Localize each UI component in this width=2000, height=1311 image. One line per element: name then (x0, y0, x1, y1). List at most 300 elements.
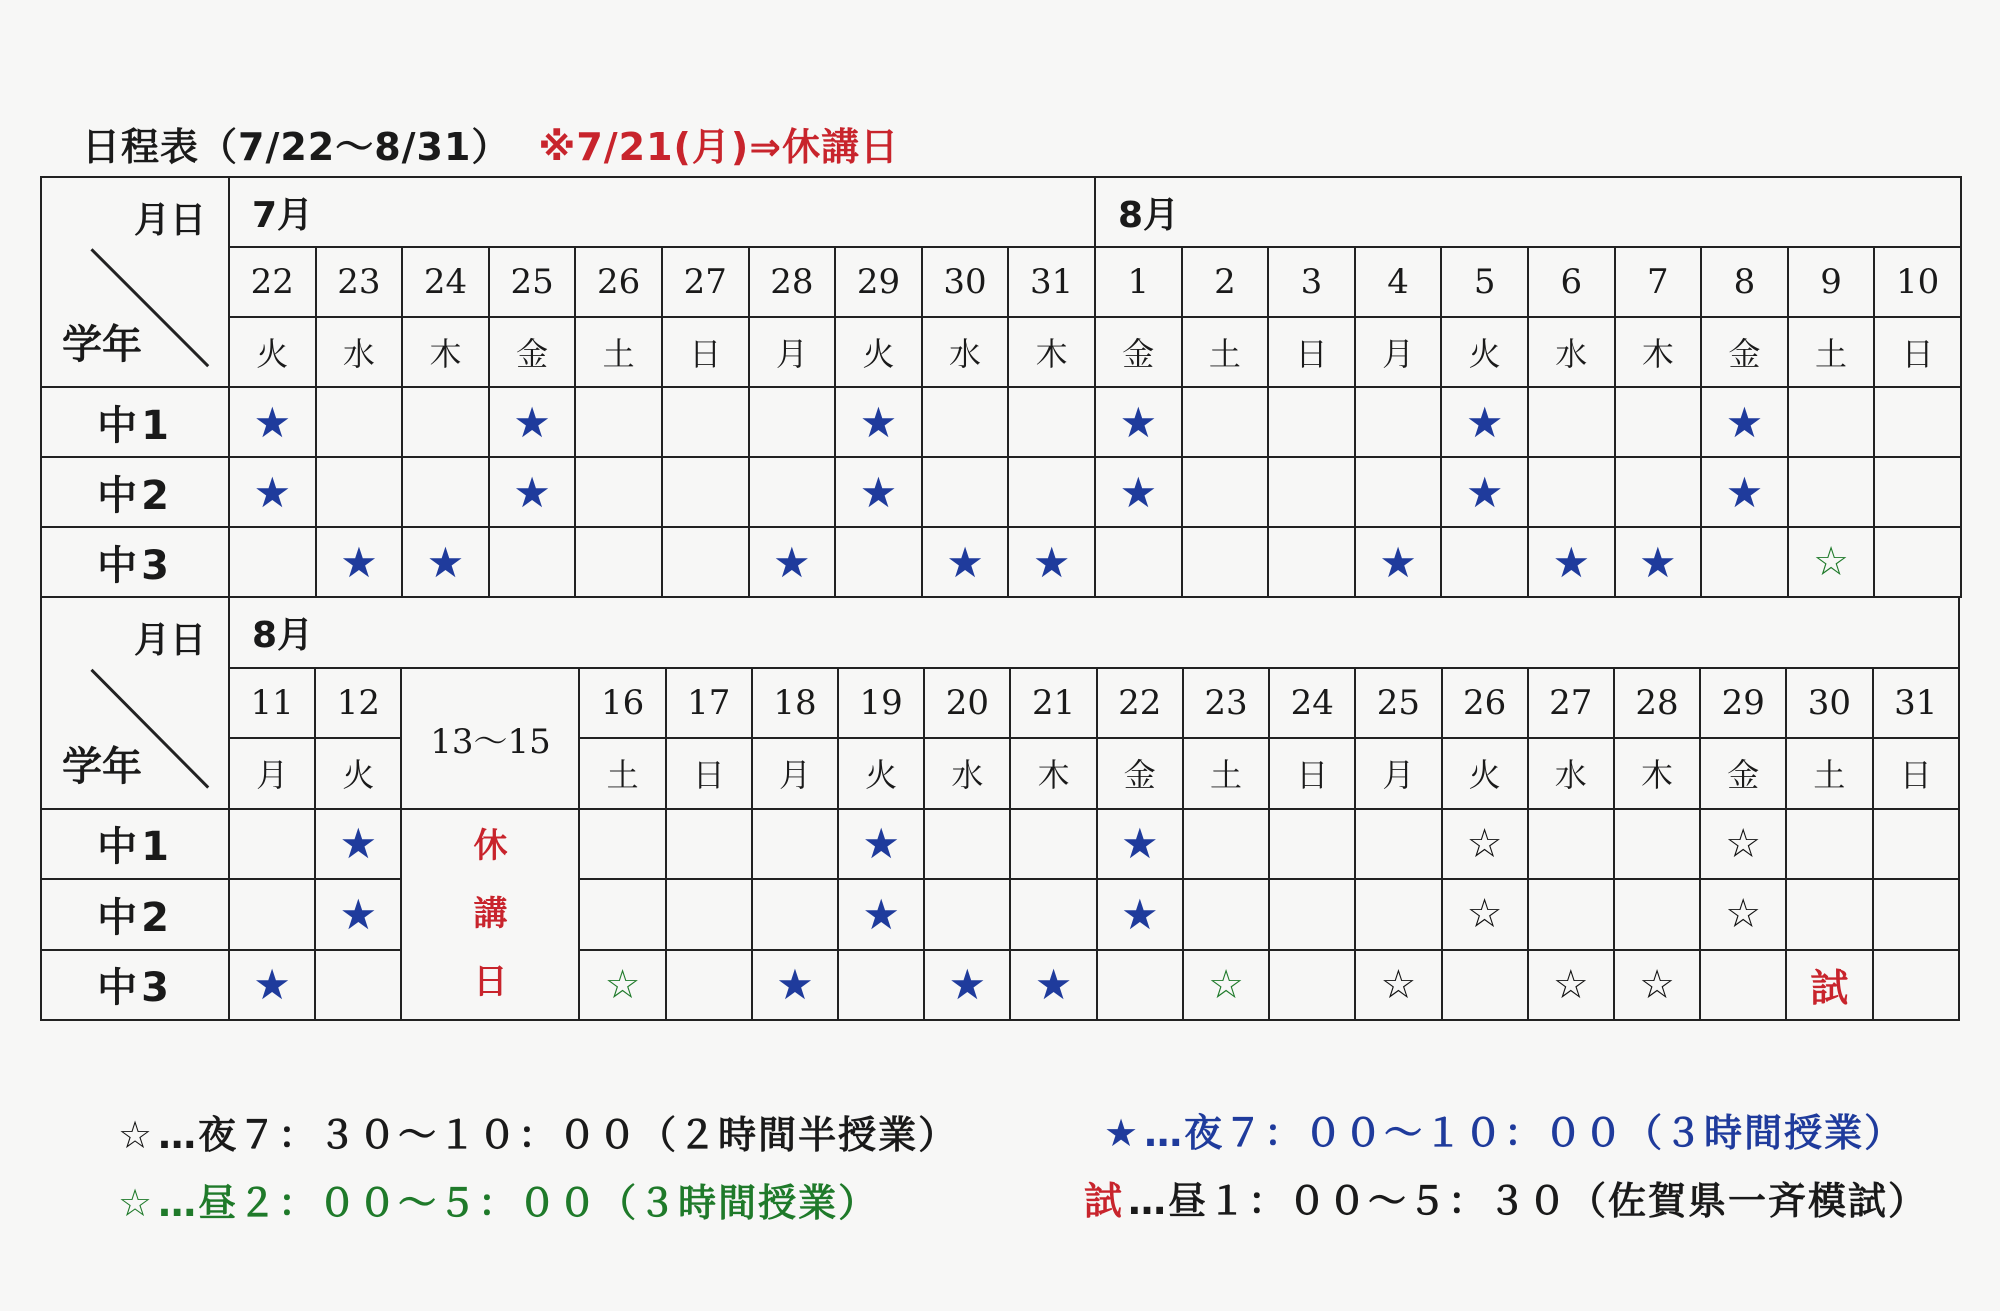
day-number: 30 (1807, 682, 1852, 723)
day-number: 22 (250, 262, 294, 302)
schedule-cell (1268, 457, 1355, 527)
green-star-icon: ☆ (604, 961, 641, 1008)
schedule-cell (1786, 950, 1872, 1021)
weekday-label: 土 (1208, 335, 1241, 373)
day-number: 27 (683, 262, 727, 302)
day-cell (489, 247, 576, 317)
schedule-cell (1008, 527, 1095, 597)
weekday-cell (1874, 317, 1961, 387)
schedule-cell (229, 387, 316, 457)
day-number: 25 (1376, 682, 1421, 723)
schedule-cell (1355, 457, 1442, 527)
schedule-cell (1442, 809, 1528, 880)
schedule-cell (1788, 387, 1875, 457)
day-number: 28 (1635, 682, 1679, 723)
month-row (41, 597, 1959, 668)
schedule-cell (575, 527, 662, 597)
weekday-label: 月 (778, 756, 811, 795)
schedule-cell (1615, 457, 1702, 527)
grade-cell (41, 387, 229, 457)
blue-star-icon: ★ (1465, 467, 1504, 517)
schedule-cell (1182, 457, 1269, 527)
schedule-cell (749, 527, 836, 597)
black-star-icon: ☆ (1725, 820, 1762, 867)
weekday-cell (229, 317, 316, 387)
legend-black-star-symbol: ☆ (118, 1113, 155, 1157)
schedule-cell (838, 879, 924, 950)
grade-name: 中1 (97, 402, 173, 449)
weekday-label: 日 (1295, 335, 1328, 373)
weekday-label: 月 (775, 335, 808, 373)
legend-green-star (118, 1172, 878, 1227)
day-cell (1701, 247, 1788, 317)
blue-star-icon: ★ (253, 960, 291, 1010)
day-cell (1788, 247, 1875, 317)
schedule-cell (229, 809, 315, 880)
weekday-label: 日 (692, 756, 725, 795)
day-number: 20 (945, 682, 990, 723)
day-number: 23 (337, 262, 381, 302)
schedule-cell (666, 879, 752, 950)
schedule-cell (662, 457, 749, 527)
schedule-cell (662, 527, 749, 597)
schedule-cell (1788, 527, 1875, 597)
schedule-cell (579, 809, 665, 880)
blue-star-icon: ★ (253, 397, 292, 447)
weekday-cell (1008, 317, 1095, 387)
day-number: 1 (1127, 262, 1150, 302)
schedule-cell (1441, 387, 1528, 457)
day-cell (1614, 668, 1700, 739)
day-cell (1183, 668, 1269, 739)
weekday-label: 日 (689, 335, 722, 373)
month-header (229, 177, 1095, 247)
grade-cell (41, 457, 229, 527)
schedule-cell (1528, 809, 1614, 880)
schedule-cell (1528, 457, 1615, 527)
schedule-cell (316, 457, 403, 527)
day-number: 11 (250, 682, 294, 723)
weekday-cell (1442, 738, 1528, 809)
trial-mark: 試 (1810, 966, 1849, 1011)
weekday-cell (1269, 738, 1355, 809)
grade-name: 中3 (97, 965, 173, 1012)
weekday-cell (1701, 317, 1788, 387)
month-label: 8月 (252, 614, 314, 656)
weekday-label: 水 (1555, 335, 1588, 373)
weekday-cell (838, 738, 924, 809)
weekday-label: 月 (1382, 756, 1415, 795)
day-cell (752, 668, 838, 739)
schedule-cell (922, 457, 1009, 527)
schedule-cell (838, 809, 924, 880)
blue-star-icon: ★ (1032, 537, 1071, 587)
legend-blue-star-text: …夜７：００〜１０：００（３時間授業） (1144, 1111, 1905, 1155)
month-row (41, 177, 1961, 247)
weekday-cell (924, 738, 1010, 809)
weekday-label: 水 (949, 335, 982, 373)
day-cell (315, 668, 401, 739)
day-cell (1355, 668, 1441, 739)
grade-label: 学年 (62, 322, 142, 368)
schedule-cell (1615, 527, 1702, 597)
weekday-cell (1528, 317, 1615, 387)
weekday-label: 金 (1122, 335, 1155, 373)
schedule-cell (1008, 387, 1095, 457)
schedule-cell (666, 950, 752, 1021)
day-number: 28 (770, 262, 814, 302)
day-number: 26 (1462, 682, 1507, 723)
schedule-cell (1269, 879, 1355, 950)
weekday-label: 土 (1813, 756, 1846, 795)
blue-star-icon: ★ (1639, 537, 1677, 587)
day-cell (316, 247, 403, 317)
schedule-cell (229, 457, 316, 527)
legend-blue-star-symbol: ★ (1104, 1111, 1141, 1155)
schedule-cell (749, 457, 836, 527)
weekday-label: 日 (1899, 756, 1932, 795)
day-cell (1528, 668, 1614, 739)
day-cell (1355, 247, 1442, 317)
day-cell (1008, 247, 1095, 317)
schedule-cell (1528, 879, 1614, 950)
schedule-cell (752, 809, 838, 880)
schedule-cell (316, 387, 403, 457)
weekday-row (41, 738, 1959, 809)
schedule-cell (752, 950, 838, 1021)
weekday-label: 火 (256, 335, 289, 373)
schedule-cell (752, 879, 838, 950)
grade-row (41, 457, 1961, 527)
weekday-label: 火 (865, 756, 898, 795)
day-cell (1700, 668, 1786, 739)
holiday-char: 休 (473, 826, 508, 867)
schedule-cell (1615, 387, 1702, 457)
schedule-cell (1097, 879, 1183, 950)
blue-star-icon: ★ (1120, 889, 1159, 939)
header-corner (41, 177, 229, 387)
schedule-cell (1008, 457, 1095, 527)
day-number: 10 (1896, 262, 1940, 302)
weekday-cell (1615, 317, 1702, 387)
day-cell (1182, 247, 1269, 317)
schedule-cell (579, 950, 665, 1021)
weekday-cell (1700, 738, 1786, 809)
schedule-cell (1873, 809, 1959, 880)
schedule-cell (1786, 879, 1872, 950)
day-cell (1528, 247, 1615, 317)
weekday-cell (489, 317, 576, 387)
weekday-label: 木 (1037, 756, 1070, 795)
day-number: 2 (1214, 262, 1236, 302)
month-day-label: 月日 (134, 620, 207, 661)
grade-cell (41, 527, 229, 597)
month-header (1095, 177, 1961, 247)
schedule-cell (402, 527, 489, 597)
weekday-label: 火 (1468, 756, 1501, 795)
schedule-table-1 (40, 176, 1962, 598)
schedule-cell (922, 527, 1009, 597)
blue-star-icon: ★ (426, 537, 465, 587)
schedule-cell (1528, 387, 1615, 457)
schedule-cell (1701, 457, 1788, 527)
schedule-cell (1355, 387, 1442, 457)
schedule-cell (924, 879, 1010, 950)
weekday-cell (1355, 317, 1442, 387)
schedule-cell (1700, 950, 1786, 1021)
legend-green-star-symbol: ☆ (118, 1181, 155, 1225)
schedule-cell (1701, 387, 1788, 457)
schedule-cell (1269, 809, 1355, 880)
holiday-cell (401, 809, 579, 1021)
day-cell (838, 668, 924, 739)
schedule-cell (835, 527, 922, 597)
day-cell (1441, 247, 1528, 317)
schedule-cell (1788, 457, 1875, 527)
legend-black-star (118, 1104, 958, 1159)
blue-star-icon: ★ (859, 467, 898, 517)
schedule-cell (1097, 950, 1183, 1021)
schedule-cell (579, 879, 665, 950)
legend-trial-symbol: 試 (1084, 1179, 1125, 1223)
weekday-label: 土 (606, 756, 639, 795)
blue-star-icon: ★ (253, 467, 292, 517)
schedule-cell (1442, 950, 1528, 1021)
schedule-cell (1269, 950, 1355, 1021)
schedule-cell (838, 950, 924, 1021)
grade-label: 学年 (62, 743, 142, 790)
legend-trial (1084, 1170, 1928, 1225)
day-cell (666, 668, 752, 739)
schedule-cell (1355, 879, 1441, 950)
grade-row (41, 527, 1961, 597)
day-cell (1442, 668, 1528, 739)
weekday-cell (1786, 738, 1872, 809)
month-label: 8月 (1118, 194, 1180, 236)
schedule-cell (1701, 527, 1788, 597)
day-number: 13〜15 (430, 721, 551, 762)
day-number: 27 (1549, 682, 1593, 723)
schedule-cell (316, 527, 403, 597)
day-cell (924, 668, 1010, 739)
schedule-cell (1268, 387, 1355, 457)
schedule-cell (835, 457, 922, 527)
weekday-cell (402, 317, 489, 387)
day-row (41, 668, 1959, 739)
green-star-icon: ☆ (1813, 539, 1849, 585)
header-corner (41, 597, 229, 809)
day-number: 21 (1031, 682, 1076, 723)
day-number: 19 (859, 682, 903, 723)
schedule-cell (1873, 950, 1959, 1021)
schedule-cell (229, 527, 316, 597)
schedule-cell (1097, 809, 1183, 880)
black-star-icon: ☆ (1725, 891, 1762, 938)
weekday-label: 木 (429, 335, 462, 373)
weekday-label: 月 (1382, 335, 1415, 373)
weekday-label: 水 (1554, 756, 1587, 795)
legend-green-star-text: …昼２：００〜５：００（３時間授業） (158, 1181, 879, 1225)
weekday-cell (1010, 738, 1096, 809)
holiday-char: 講 (473, 894, 508, 935)
weekday-cell (749, 317, 836, 387)
weekday-label: 日 (1296, 756, 1329, 795)
day-number: 8 (1733, 262, 1756, 302)
blue-star-icon: ★ (946, 537, 984, 587)
schedule-cell (1442, 879, 1528, 950)
schedule-cell (315, 809, 401, 880)
schedule-cell (575, 387, 662, 457)
weekday-cell (1268, 317, 1355, 387)
schedule-cell (1614, 809, 1700, 880)
day-number: 18 (773, 682, 817, 723)
weekday-cell (1788, 317, 1875, 387)
schedule-cell (1095, 387, 1182, 457)
day-cell (579, 668, 665, 739)
schedule-cell (1441, 457, 1528, 527)
schedule-cell (575, 457, 662, 527)
weekday-label: 火 (1468, 335, 1501, 373)
day-number: 29 (856, 262, 901, 302)
day-cell (1269, 668, 1355, 739)
day-number: 12 (336, 682, 380, 723)
weekday-cell (575, 317, 662, 387)
blue-star-icon: ★ (862, 889, 900, 939)
weekday-label: 土 (1815, 335, 1848, 373)
schedule-cell (666, 809, 752, 880)
grade-cell (41, 950, 229, 1021)
day-number: 26 (597, 262, 641, 302)
blue-star-icon: ★ (513, 397, 551, 447)
blue-star-icon: ★ (1119, 397, 1158, 447)
weekday-cell (579, 738, 665, 809)
day-number: 30 (943, 262, 987, 302)
grade-cell (41, 809, 229, 880)
weekday-label: 金 (1728, 335, 1761, 373)
day-cell (1615, 247, 1702, 317)
weekday-label: 火 (862, 335, 895, 373)
day-number: 17 (687, 682, 731, 723)
month-label: 7月 (252, 194, 314, 236)
blue-star-icon: ★ (1120, 819, 1159, 869)
weekday-label: 土 (1209, 756, 1242, 795)
schedule-cell (1182, 387, 1269, 457)
weekday-cell (1441, 317, 1528, 387)
day-row (41, 247, 1961, 317)
blue-star-icon: ★ (776, 960, 814, 1010)
weekday-cell (835, 317, 922, 387)
schedule-table-2 (40, 596, 1960, 1021)
schedule-cell (1355, 527, 1442, 597)
page-title (82, 116, 899, 171)
blue-star-icon: ★ (1725, 467, 1764, 517)
day-number: 6 (1560, 262, 1583, 302)
weekday-cell (1182, 317, 1269, 387)
day-number: 23 (1204, 682, 1248, 723)
day-cell (749, 247, 836, 317)
day-cell (402, 247, 489, 317)
schedule-cell (1874, 457, 1961, 527)
weekday-label: 水 (342, 335, 375, 373)
day-number: 31 (1030, 262, 1074, 302)
grade-name: 中2 (97, 472, 173, 519)
schedule-cell (1010, 879, 1096, 950)
blue-star-icon: ★ (859, 397, 898, 447)
black-star-icon: ☆ (1639, 961, 1675, 1008)
day-cell (1786, 668, 1872, 739)
blue-star-icon: ★ (1725, 397, 1764, 447)
schedule-cell (1183, 879, 1269, 950)
weekday-label: 木 (1641, 756, 1674, 795)
weekday-cell (229, 738, 315, 809)
day-number: 31 (1894, 682, 1938, 723)
blue-star-icon: ★ (862, 819, 900, 869)
schedule-cell (1095, 527, 1182, 597)
month-header (229, 597, 1959, 668)
schedule-cell (1010, 950, 1096, 1021)
schedule-cell (489, 387, 576, 457)
day-cell (1873, 668, 1959, 739)
blue-star-icon: ★ (948, 960, 987, 1010)
schedule-cell (1874, 387, 1961, 457)
black-star-icon: ☆ (1466, 891, 1503, 938)
weekday-label: 日 (1901, 335, 1934, 373)
weekday-cell (1355, 738, 1441, 809)
schedule-cell (1873, 879, 1959, 950)
schedule-cell (1441, 527, 1528, 597)
schedule-cell (229, 879, 315, 950)
blue-star-icon: ★ (1379, 537, 1417, 587)
day-number: 22 (1118, 682, 1162, 723)
schedule-cell (1010, 809, 1096, 880)
grade-row (41, 879, 1959, 950)
weekday-cell (315, 738, 401, 809)
title-holiday-note: ※7/21(月)⇒休講日 (538, 125, 900, 169)
schedule-cell (1268, 527, 1355, 597)
schedule-cell (1528, 950, 1614, 1021)
schedule-cell (315, 950, 401, 1021)
day-cell (229, 247, 316, 317)
legend-black-star-text: …夜７：３０〜１０：００（２時間半授業） (158, 1113, 959, 1157)
weekday-cell (752, 738, 838, 809)
title-main: 日程表（7/22〜8/31） (82, 125, 511, 169)
legend-blue-star (1104, 1102, 1904, 1157)
blue-star-icon: ★ (1034, 960, 1073, 1010)
schedule-cell (922, 387, 1009, 457)
schedule-cell (402, 387, 489, 457)
month-day-label: 月日 (133, 200, 206, 241)
blue-star-icon: ★ (1552, 537, 1591, 587)
blue-star-icon: ★ (773, 537, 811, 587)
schedule-cell (489, 457, 576, 527)
blue-star-icon: ★ (340, 537, 378, 587)
day-number: 3 (1300, 262, 1323, 302)
day-cell (1874, 247, 1961, 317)
weekday-label: 金 (1727, 756, 1760, 795)
weekday-cell (1528, 738, 1614, 809)
day-number: 4 (1387, 262, 1409, 302)
day-cell (1010, 668, 1096, 739)
schedule-cell (229, 950, 315, 1021)
weekday-label: 金 (516, 335, 549, 373)
schedule-cell (489, 527, 576, 597)
day-cell (575, 247, 662, 317)
schedule-cell (749, 387, 836, 457)
weekday-cell (316, 317, 403, 387)
weekday-label: 木 (1035, 335, 1068, 373)
day-cell (1095, 247, 1182, 317)
schedule-cell (1786, 809, 1872, 880)
